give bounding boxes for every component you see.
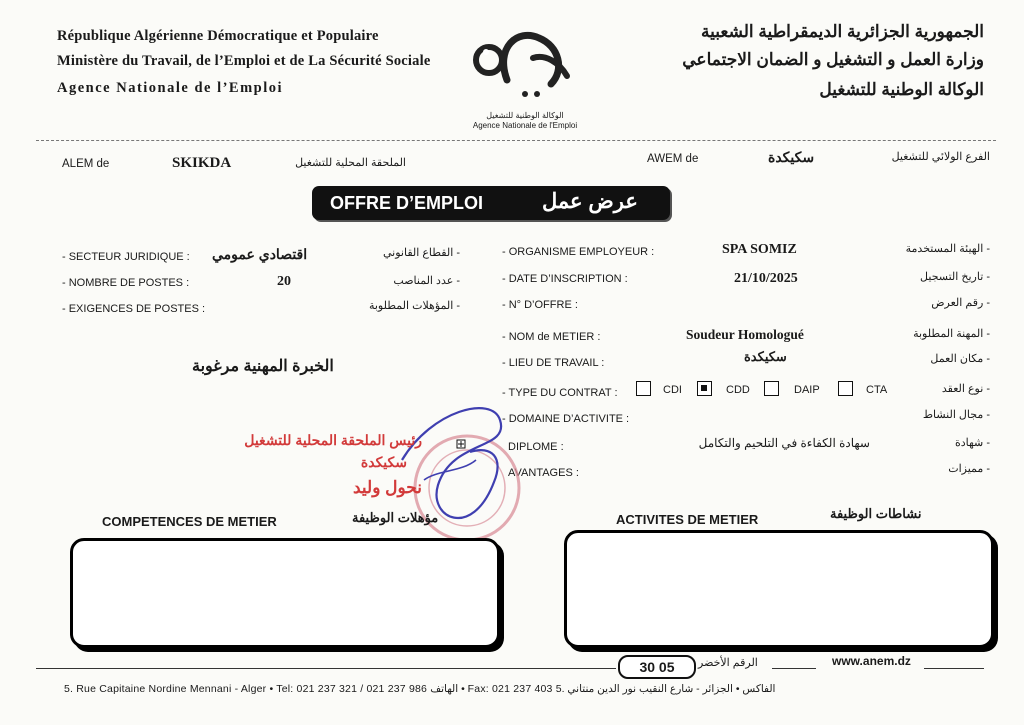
footer-line-left [36,668,616,669]
exigences-label-ar: - المؤهلات المطلوبة [368,300,460,312]
secteur-label-ar: - القطاع القانوني [383,247,460,259]
domaine-label-ar: - مجال النشاط [922,409,990,421]
green-number-label: الرقم الأخضر [698,657,758,669]
diplome-value: سهادة الكفاءة في التلحيم والتكامل [698,436,870,450]
awem-label: AWEM de [647,153,699,165]
green-number-badge [618,655,696,679]
header-divider [36,140,996,141]
checkbox-cdi-label: CDI [663,384,682,396]
checkbox-daip[interactable] [764,381,779,396]
footer-line-right [924,668,984,669]
anem-logo-icon [455,18,595,104]
offre-label-ar: - رقم العرض [931,297,990,309]
header-fr-line1: République Algérienne Démocratique et Populaire [57,28,379,44]
diplome-label: DIPLOME : [508,441,564,453]
logo-ar-text: الوكالة الوطنية للتشغيل [486,111,564,120]
anem-logo [455,18,595,128]
title-ar: عرض عمل [542,190,638,213]
contrat-label: - TYPE DU CONTRAT : [502,387,618,399]
lieu-label-ar: - مكان العمل [930,353,990,365]
alem-label-ar: الملحقة المحلية للتشغيل [295,157,406,169]
experience-note: الخبرة المهنية مرغوبة [192,358,334,375]
header-ar-line3: الوكالة الوطنية للتشغيل [819,80,984,99]
domaine-label: - DOMAINE D’ACTIVITE : [502,413,630,425]
secteur-label: - SECTEUR JURIDIQUE : [62,251,190,263]
footer-line-mid [772,668,816,669]
checkbox-cta-label: CTA [866,384,888,396]
activites-title-ar: نشاطات الوظيفة [830,506,922,521]
awem-label-ar: الفرع الولائي للتشغيل [891,151,990,163]
header-fr-line2: Ministère du Travail, de l’Emploi et de La Sécurité Sociale [57,53,431,69]
avantages-label-ar: - مميزات [948,463,990,475]
green-number: 30 05 [639,659,675,675]
header-ar-line2: وزارة العمل و التشغيل و الضمان الاجتماعي [682,50,984,69]
title-banner [312,186,670,220]
stamp-line1: رئيس الملحقة المحلية للتشغيل [244,432,422,448]
official-stamp [244,400,532,550]
lieu-value: سكيكدة [744,349,787,364]
exigences-label: - EXIGENCES DE POSTES : [62,303,206,315]
checkbox-cdd[interactable] [697,381,712,396]
date-label-ar: - تاريخ التسجيل [920,271,990,283]
header-fr-line3: Agence Nationale de l’Emploi [57,80,284,96]
stamp-line2: سكيكدة [360,454,407,470]
website-link[interactable]: www.anem.dz [832,654,911,668]
stamp-line3: نحول وليد [352,478,422,497]
logo-fr-text: Agence Nationale de l'Emploi [472,121,578,130]
postes-value: 20 [277,274,291,289]
title-fr: OFFRE D’EMPLOI [330,193,483,213]
secteur-value: اقتصادي عمومي [212,246,308,262]
awem-value: سكيكدة [768,149,815,165]
avantages-label: AVANTAGES : [508,467,579,479]
competences-box[interactable] [70,538,500,648]
metier-label: - NOM de METIER : [502,331,601,343]
metier-value: Soudeur Homologué [686,327,804,342]
alem-value: SKIKDA [172,155,232,171]
checkbox-cdd-label: CDD [726,384,750,396]
checkbox-cta[interactable] [838,381,853,396]
competences-title-ar: مؤهلات الوظيفة [352,510,439,525]
contract-type-group [636,381,888,403]
date-label: - DATE D’INSCRIPTION : [502,273,628,285]
competences-title: COMPETENCES DE METIER [102,514,277,529]
contrat-label-ar: - نوع العقد [941,383,990,395]
postes-label: - NOMBRE DE POSTES : [62,277,190,289]
offre-label: - N° D’OFFRE : [502,299,578,311]
header-ar-line1: الجمهورية الجزائرية الديمقراطية الشعبية [701,22,984,41]
footer-address: 5. Rue Capitaine Nordine Mennani - Alger • Tel: 021 237 321 / 021 237 986 الهاتف • Fax: 021 237 403 الفاكس • الجزائر - شارع النقيب نور الدين منتاني .5 [64,683,776,695]
organisme-label: - ORGANISME EMPLOYEUR : [502,246,655,258]
activites-box[interactable] [564,530,994,648]
checkbox-daip-label: DAIP [794,384,820,396]
alem-label: ALEM de [62,158,110,170]
stamp-seal-icon [262,400,532,550]
metier-label-ar: - المهنة المطلوبة [913,328,990,340]
checkbox-cdi[interactable] [636,381,651,396]
date-value: 21/10/2025 [734,271,798,286]
organisme-label-ar: - الهيئة المستخدمة [905,243,990,255]
activites-title: ACTIVITES DE METIER [616,512,759,527]
postes-label-ar: - عدد المناصب [393,275,460,287]
organisme-value: SPA SOMIZ [722,242,797,257]
lieu-label: - LIEU DE TRAVAIL : [502,357,605,369]
diplome-label-ar: - شهادة [954,437,990,449]
